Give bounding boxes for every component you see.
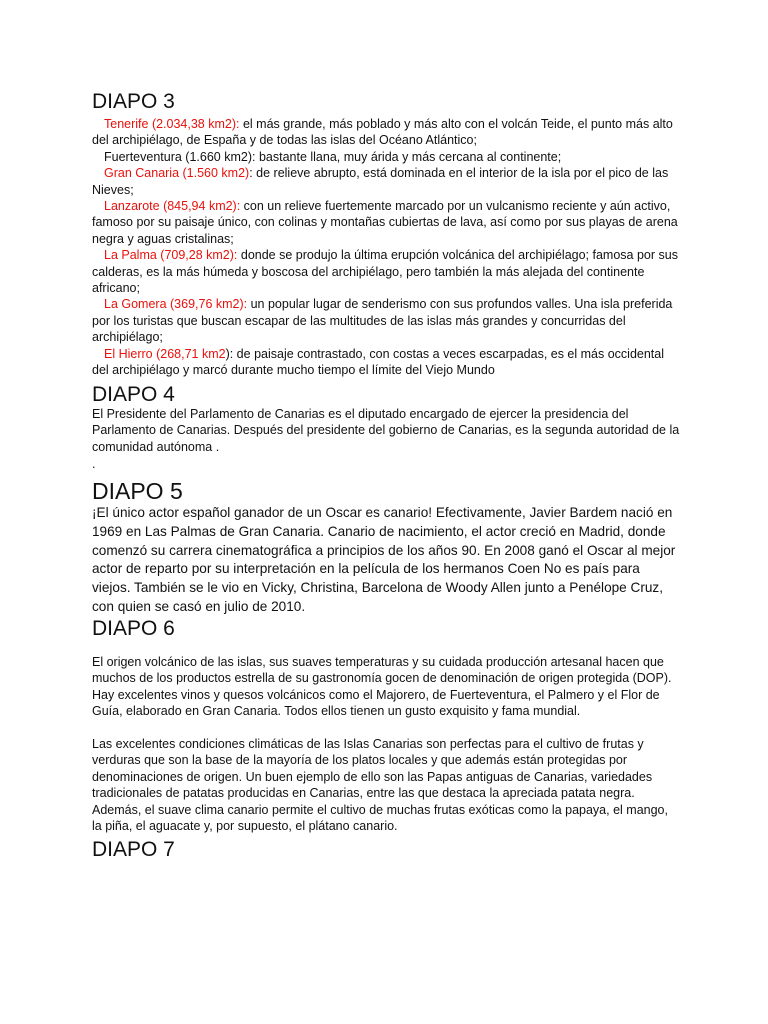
stray-dot: .: [92, 457, 96, 471]
island-name: Lanzarote (845,94 km2):: [104, 199, 241, 214]
heading-diapo-6: DIAPO 6: [92, 617, 175, 640]
island-description: ): de paisaje contrastado, con costas a veces escarpadas, es el más occidental del archipiélago y marcó durante mucho tiempo el límite del Viejo Mundo: [92, 346, 665, 378]
island-description: con un relieve fuertemente marcado por un vulcanismo reciente y aún activo, famoso por su paisaje único, con colinas y montañas cubiertas de lava, así como por sus playas de arena negra y aguas cristalinas;: [92, 199, 678, 246]
islands-list: [92, 116, 680, 379]
heading-diapo-5: DIAPO 5: [92, 478, 183, 504]
island-item-tenerife: [92, 116, 680, 149]
island-item-la-palma: [92, 247, 680, 296]
island-name: Gran Canaria (1.560 km2): [104, 166, 250, 181]
diapo-6-paragraph-1: El origen volcánico de las islas, sus suaves temperaturas y su cuidada producción artesanal hacen que muchos de los productos estrella de su gastronomía gocen de denominación de origen protegida (DOP). Hay excelentes vinos y quesos volcánicos como el Majorero, de Fuerteventura, el Palmero y el Flor de Guía, elaborado en Gran Canaria. Todos ellos tienen un gusto exquisito y fama mundial.: [92, 655, 672, 719]
heading-diapo-4: DIAPO 4: [92, 383, 175, 406]
island-item-la-gomera: [92, 296, 680, 345]
island-name: La Palma (709,28 km2):: [104, 248, 238, 263]
diapo-5-text: ¡El único actor español ganador de un Oscar es canario! Efectivamente, Javier Bardem nació en 1969 en Las Palmas de Gran Canaria. Canario de nacimiento, el actor creció en Madrid, donde comenzó su carrera cinematográfica a principios de los años 90. En 2008 ganó el Oscar al mejor actor de reparto por su interpretación en la película de los hermanos Coen No es país para viejos. También se le vio en Vicky, Christina, Barcelona de Woody Allen junto a Penélope Cruz, con quien se casó en julio de 2010.: [92, 505, 676, 614]
island-name: La Gomera (369,76 km2):: [104, 297, 248, 312]
island-item-gran-canaria: [92, 165, 680, 198]
diapo-4-text: El Presidente del Parlamento de Canarias es el diputado encargado de ejercer la presidencia del Parlamento de Canarias. Después del presidente del gobierno de Canarias, es la segunda autoridad de la comunidad autónoma .: [92, 407, 680, 454]
island-description: bastante llana, muy árida y más cercana al continente;: [255, 149, 562, 164]
island-description: un popular lugar de senderismo con sus profundos valles. Una isla preferida por los turistas que buscan escapar de las multitudes de las islas más grandes y concurridas del archipiélago;: [92, 297, 673, 345]
island-item-lanzarote: [92, 198, 680, 247]
island-description: : de relieve abrupto, está dominada en el interior de la isla por el pico de las Nieves;: [92, 166, 669, 197]
island-item-fuerteventura: [92, 149, 680, 165]
island-name: Tenerife (2.034,38 km2):: [104, 117, 240, 131]
island-description: el más grande, más poblado y más alto con el volcán Teide, el punto más alto del archipiélago, de España y de todas las islas del Océano Atlántico;: [92, 117, 673, 148]
island-description: donde se produjo la última erupción volcánica del archipiélago; famosa por sus calderas, es la más húmeda y boscosa del archipiélago, pero también la más alejada del continente africano;: [92, 248, 678, 296]
heading-diapo-7: DIAPO 7: [92, 838, 175, 861]
island-name: El Hierro (268,71 km2: [104, 346, 226, 361]
diapo-6-paragraph-2: Las excelentes condiciones climáticas de las Islas Canarias son perfectas para el cultivo de frutas y verduras que son la base de la mayoría de los platos locales y que además están protegidas por denominaciones de origen. Un buen ejemplo de ello son las Papas antiguas de Canarias, variedades tradicionales de patatas producidas en Canarias, entre las que destaca la apreciada patata negra. Además, el suave clima canario permite el cultivo de muchas frutas exóticas como la papaya, el mango, la piña, el aguacate y, por supuesto, el plátano canario.: [92, 737, 668, 834]
island-name: Fuerteventura (1.660 km2):: [104, 149, 256, 164]
island-item-el-hierro: [92, 346, 680, 379]
heading-diapo-3: DIAPO 3: [92, 90, 175, 113]
